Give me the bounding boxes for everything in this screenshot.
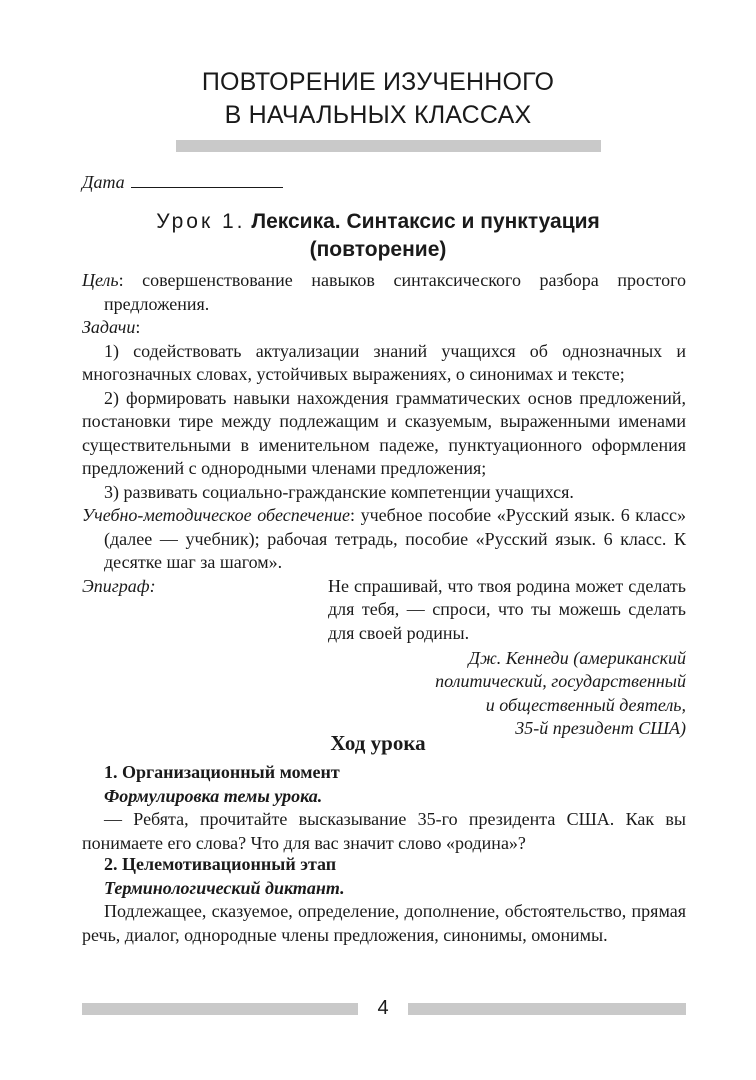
epigraph-author-line-1: Дж. Кеннеди (американский [468, 647, 686, 668]
epigraph [82, 575, 686, 647]
plan-title: Ход урока [330, 731, 426, 755]
stage-2-heading: 2. Целемотивационный этап [104, 854, 337, 874]
stage-1-heading: 1. Организационный момент [104, 762, 340, 782]
stage-2 [82, 853, 686, 947]
date-blank-field [131, 173, 283, 188]
chapter-title-line-1: ПОВТОРЕНИЕ ИЗУЧЕННОГО [201, 68, 555, 96]
stage-2-text: Подлежащее, сказуемое, определение, дополнение, обстоятельство, прямая речь, диалог, однородные члены предложения, синонимы, омонимы. [82, 901, 686, 945]
goal-paragraph [82, 269, 686, 316]
footer-bar-right [408, 1003, 686, 1015]
epigraph-label: Эпиграф: [82, 575, 156, 596]
epigraph-author [82, 647, 686, 741]
tasks-colon: : [135, 317, 141, 337]
title-underline-bar [176, 140, 601, 152]
stage-1-subheading: Формулировка темы урока. [104, 785, 323, 806]
materials-text: : учебное пособие «Русский язык. 6 класс» (далее — учебник); рабочая тетрадь, пособие «Русский язык. 6 класс. К десятке шаг за шагом». [104, 505, 687, 572]
task-item-1: 1) содействовать актуализации знаний учащихся об однозначных и многозначных словах, устойчивых выражениях, о синонимах и тексте; [82, 340, 686, 384]
tasks-label: Задачи [82, 317, 136, 337]
lesson-number: Урок 1. [156, 210, 246, 233]
goal-label: Цель [82, 270, 119, 290]
stage-1 [82, 761, 686, 855]
epigraph-author-line-4: 35-й президент США) [515, 718, 686, 738]
lesson-topic-line-2: (повторение) [309, 238, 447, 261]
date-line [82, 172, 283, 193]
chapter-title [0, 66, 756, 132]
epigraph-quote: Не спрашивай, что твоя родина может сделать для тебя, — спроси, что ты можешь сделать для своей родины. [328, 575, 686, 643]
chapter-title-line-2: В НАЧАЛЬНЫХ КЛАССАХ [224, 101, 532, 129]
date-label: Дата [82, 172, 125, 192]
stage-1-text: — Ребята, прочитайте высказывание 35-го президента США. Как вы понимаете его слова? Что для вас значит слово «родина»? [82, 809, 686, 853]
task-item-2: 2) формировать навыки нахождения грамматических основ предложений, постановки тире между подлежащим и сказуемым, выраженными именами существительными в именительном падеже, пунктуационного оформления предложений с однородными членами предложения; [82, 387, 686, 478]
materials-paragraph [82, 504, 686, 575]
task-item-3: 3) развивать социально-гражданские компетенции учащихся. [104, 481, 574, 502]
lesson-body [82, 269, 686, 741]
epigraph-author-line-2: политический, государственный [435, 671, 686, 691]
stage-2-subheading: Терминологический диктант. [104, 877, 345, 898]
tasks-label-line [82, 316, 686, 340]
page-number: 4 [377, 997, 389, 1019]
footer-bar-left [82, 1003, 358, 1015]
materials-label: Учебно-методическое обеспечение [82, 505, 351, 525]
lesson-heading [0, 208, 756, 264]
goal-text: : совершенствование навыков синтаксического разбора простого предложения. [104, 270, 686, 314]
epigraph-author-line-3: и общественный деятель, [485, 694, 686, 715]
lesson-topic-line-1: Лексика. Синтаксис и пунктуация [251, 210, 600, 233]
